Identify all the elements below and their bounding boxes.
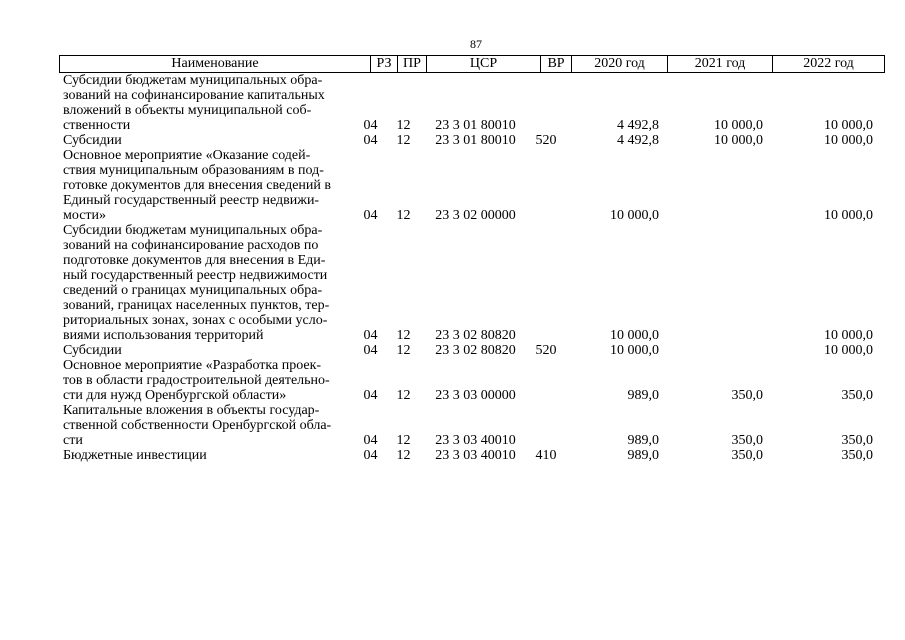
table-row [59, 448, 885, 463]
row-name-line: сти для нужд Оренбургской области» [63, 388, 287, 403]
row-pr: 12 [396, 208, 411, 223]
row-csr: 23 3 03 40010 [435, 433, 516, 448]
row-vr: 520 [535, 343, 557, 358]
row-csr: 23 3 03 00000 [435, 388, 516, 403]
row-name-line: ственной собственности Оренбургской обла- [63, 418, 332, 433]
row-2022: 10 000,0 [824, 118, 873, 133]
row-2022: 350,0 [841, 433, 873, 448]
header-2020: 2020 год [571, 56, 667, 72]
header-2021: 2021 год [667, 56, 772, 72]
row-2022: 350,0 [841, 448, 873, 463]
row-2020: 989,0 [627, 448, 659, 463]
row-2021: 350,0 [731, 388, 763, 403]
table-row [59, 403, 885, 448]
header-pr: ПР [397, 56, 426, 72]
row-name [59, 403, 354, 448]
row-2022: 350,0 [841, 388, 873, 403]
row-name-line: зований, границах населенных пунктов, тер- [63, 298, 330, 313]
row-2022: 10 000,0 [824, 133, 873, 148]
row-2022: 10 000,0 [824, 343, 873, 358]
row-2022: 10 000,0 [824, 208, 873, 223]
row-rz: 04 [363, 448, 378, 463]
row-name-line: Субсидии [63, 133, 122, 148]
table-row [59, 73, 885, 133]
header-name: Наименование [171, 56, 259, 71]
row-2021: 10 000,0 [714, 118, 763, 133]
row-name-line: Единый государственный реестр недвижи- [63, 193, 320, 208]
row-name [59, 73, 354, 133]
table-row [59, 343, 885, 358]
row-rz: 04 [363, 328, 378, 343]
row-name-line: Субсидии бюджетам муниципальных обра- [63, 73, 323, 88]
row-rz: 04 [363, 388, 378, 403]
row-pr: 12 [396, 133, 411, 148]
row-2021: 350,0 [731, 448, 763, 463]
row-csr: 23 3 02 00000 [435, 208, 516, 223]
row-name-line: Основное мероприятие «Оказание содей- [63, 148, 311, 163]
table-row [59, 358, 885, 403]
row-name [59, 223, 354, 343]
row-name-line: ный государственный реестр недвижимости [63, 268, 328, 283]
table-header [59, 55, 885, 73]
row-name-line: зований на софинансирование капитальных [63, 88, 325, 103]
row-2022: 10 000,0 [824, 328, 873, 343]
row-2021: 350,0 [731, 433, 763, 448]
row-name-line: готовке документов для внесения сведений в [63, 178, 332, 193]
row-pr: 12 [396, 388, 411, 403]
row-name [59, 448, 354, 463]
row-name-line: Основное мероприятие «Разработка проек- [63, 358, 322, 373]
row-rz: 04 [363, 433, 378, 448]
row-name [59, 148, 354, 223]
header-rz: РЗ [370, 56, 397, 72]
row-pr: 12 [396, 118, 411, 133]
row-name-line: мости» [63, 208, 107, 223]
row-pr: 12 [396, 343, 411, 358]
row-name [59, 343, 354, 358]
row-pr: 12 [396, 433, 411, 448]
row-name-line: ствия муниципальным образованиям в под- [63, 163, 324, 178]
table-row [59, 148, 885, 223]
row-name-line: Бюджетные инвестиции [63, 448, 207, 463]
row-rz: 04 [363, 118, 378, 133]
row-pr: 12 [396, 328, 411, 343]
row-name-line: риториальных зонах, зонах с особыми усло- [63, 313, 328, 328]
row-csr: 23 3 01 80010 [435, 133, 516, 148]
row-2020: 10 000,0 [610, 208, 659, 223]
row-rz: 04 [363, 343, 378, 358]
table-row [59, 223, 885, 343]
row-name-line: вложений в объекты муниципальной соб- [63, 103, 312, 118]
page-number: 87 [470, 37, 482, 51]
row-name-line: ственности [63, 118, 131, 133]
row-name-line: сти [63, 433, 83, 448]
row-2020: 4 492,8 [617, 133, 659, 148]
table-row [59, 133, 885, 148]
row-csr: 23 3 02 80820 [435, 343, 516, 358]
row-name-line: подготовке документов для внесения в Еди- [63, 253, 326, 268]
table-body [59, 73, 885, 463]
row-name-line: сведений о границах муниципальных обра- [63, 283, 323, 298]
row-name-line: зований на софинансирование расходов по [63, 238, 319, 253]
row-name-line: тов в области градостроительной деятельно- [63, 373, 330, 388]
row-2021: 10 000,0 [714, 133, 763, 148]
row-name [59, 133, 354, 148]
row-2020: 989,0 [627, 388, 659, 403]
row-rz: 04 [363, 133, 378, 148]
row-pr: 12 [396, 448, 411, 463]
row-csr: 23 3 02 80820 [435, 328, 516, 343]
row-name [59, 358, 354, 403]
row-vr: 520 [535, 133, 557, 148]
row-name-line: Капитальные вложения в объекты государ- [63, 403, 320, 418]
header-2022: 2022 год [772, 56, 884, 72]
row-2020: 10 000,0 [610, 343, 659, 358]
row-name-line: Субсидии бюджетам муниципальных обра- [63, 223, 323, 238]
row-name-line: виями использования территорий [63, 328, 264, 343]
row-2020: 989,0 [627, 433, 659, 448]
header-vr: ВР [540, 56, 571, 72]
header-csr: ЦСР [426, 56, 540, 72]
row-2020: 4 492,8 [617, 118, 659, 133]
row-csr: 23 3 01 80010 [435, 118, 516, 133]
row-csr: 23 3 03 40010 [435, 448, 516, 463]
row-rz: 04 [363, 208, 378, 223]
row-vr: 410 [535, 448, 557, 463]
row-name-line: Субсидии [63, 343, 122, 358]
row-2020: 10 000,0 [610, 328, 659, 343]
